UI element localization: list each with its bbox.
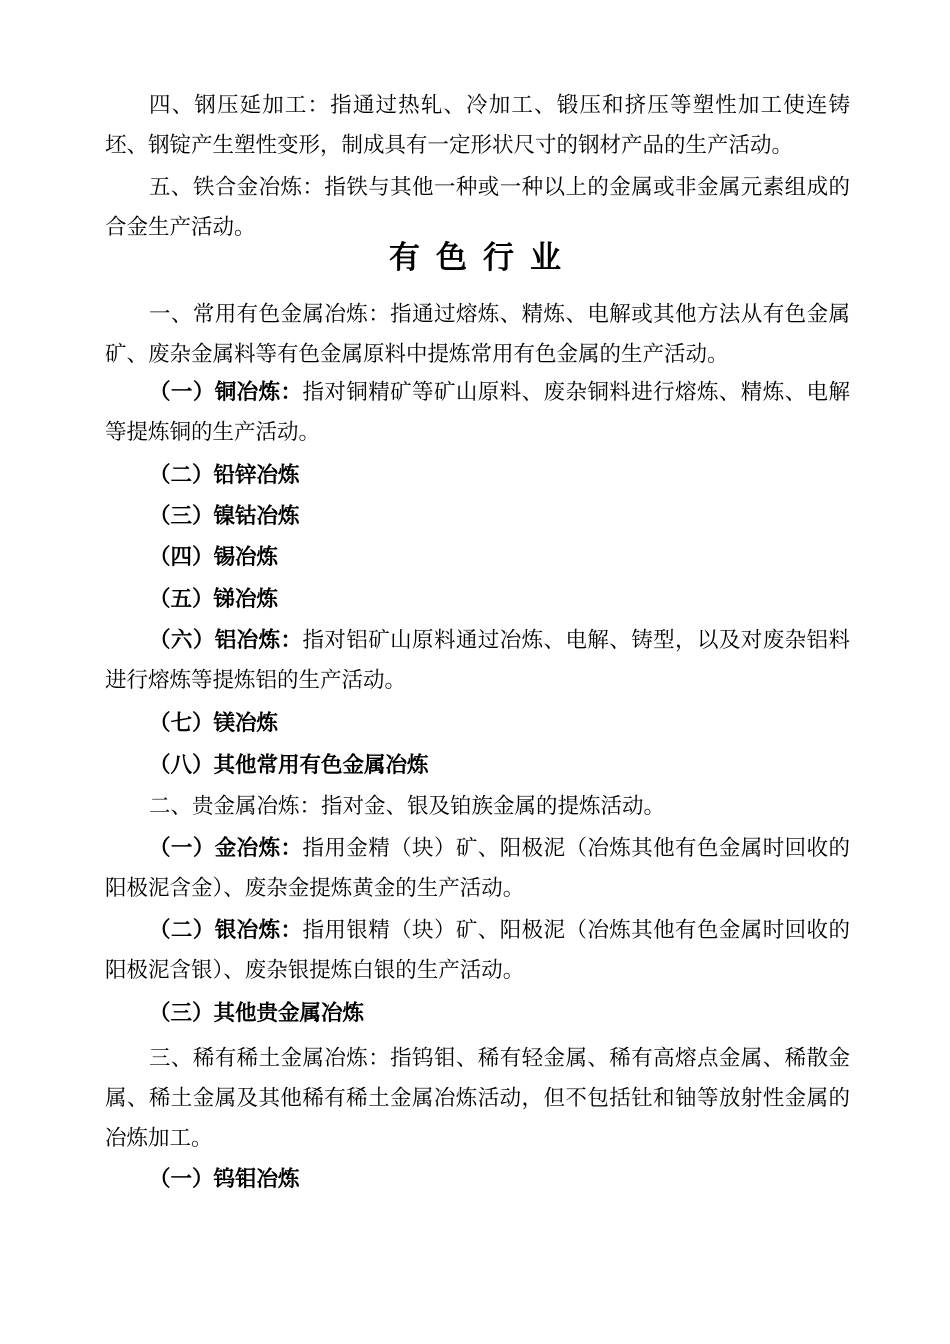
copper-text: 指对铜精矿等矿山原料、废杂铜料进行熔炼、精炼、电解等提炼铜的生产活动。 bbox=[105, 380, 850, 445]
item-antimony: （五）锑冶炼 bbox=[149, 587, 279, 612]
copper-label: （一）铜冶炼： bbox=[149, 380, 303, 405]
gold-label: （一）金冶炼： bbox=[149, 836, 303, 861]
paragraph-precious-metals: 二、贵金属冶炼：指对金、银及铂族金属的提炼活动。 bbox=[149, 794, 666, 819]
section-title: 有色行业 bbox=[389, 240, 577, 276]
item-tungsten-molybdenum: （一）钨钼冶炼 bbox=[149, 1167, 300, 1192]
paragraph-gold bbox=[105, 829, 850, 909]
silver-label: （二）银冶炼： bbox=[149, 918, 303, 943]
item-other-common: （八）其他常用有色金属冶炼 bbox=[149, 753, 429, 778]
silver-text: 指用银精（块）矿、阳极泥（冶炼其他有色金属时回收的阳极泥含银）、废杂银提炼白银的生产活动。 bbox=[105, 918, 850, 983]
gold-text: 指用金精（块）矿、阳极泥（冶炼其他有色金属时回收的阳极泥含金）、废杂金提炼黄金的生产活动。 bbox=[105, 836, 850, 901]
item-other-precious: （三）其他贵金属冶炼 bbox=[149, 1001, 365, 1026]
paragraph-ferroalloy: 五、铁合金冶炼：指铁与其他一种或一种以上的金属或非金属元素组成的合金生产活动。 bbox=[105, 175, 850, 240]
item-magnesium: （七）镁冶炼 bbox=[149, 711, 279, 736]
paragraph-copper bbox=[105, 373, 850, 453]
item-lead-zinc: （二）铅锌冶炼 bbox=[149, 463, 300, 488]
paragraph-silver bbox=[105, 911, 850, 991]
paragraph-common-nonferrous: 一、常用有色金属冶炼：指通过熔炼、精炼、电解或其他方法从有色金属矿、废杂金属料等有色金属原料中提炼常用有色金属的生产活动。 bbox=[105, 302, 850, 367]
item-tin: （四）锡冶炼 bbox=[149, 545, 279, 570]
paragraph-rare-earth: 三、稀有稀土金属冶炼：指钨钼、稀有轻金属、稀有高熔点金属、稀散金属、稀土金属及其他稀有稀土金属冶炼活动，但不包括钍和铀等放射性金属的冶炼加工。 bbox=[105, 1046, 850, 1151]
paragraph-steel-rolling: 四、钢压延加工：指通过热轧、冷加工、锻压和挤压等塑性加工使连铸坯、钢锭产生塑性变形，制成具有一定形状尺寸的钢材产品的生产活动。 bbox=[105, 93, 850, 158]
aluminium-text: 指对铝矿山原料通过冶炼、电解、铸型，以及对废杂铝料进行熔炼等提炼铝的生产活动。 bbox=[105, 628, 850, 693]
item-nickel-cobalt: （三）镍钴冶炼 bbox=[149, 504, 300, 529]
aluminium-label: （六）铝冶炼： bbox=[149, 628, 303, 653]
paragraph-aluminium bbox=[105, 621, 850, 701]
